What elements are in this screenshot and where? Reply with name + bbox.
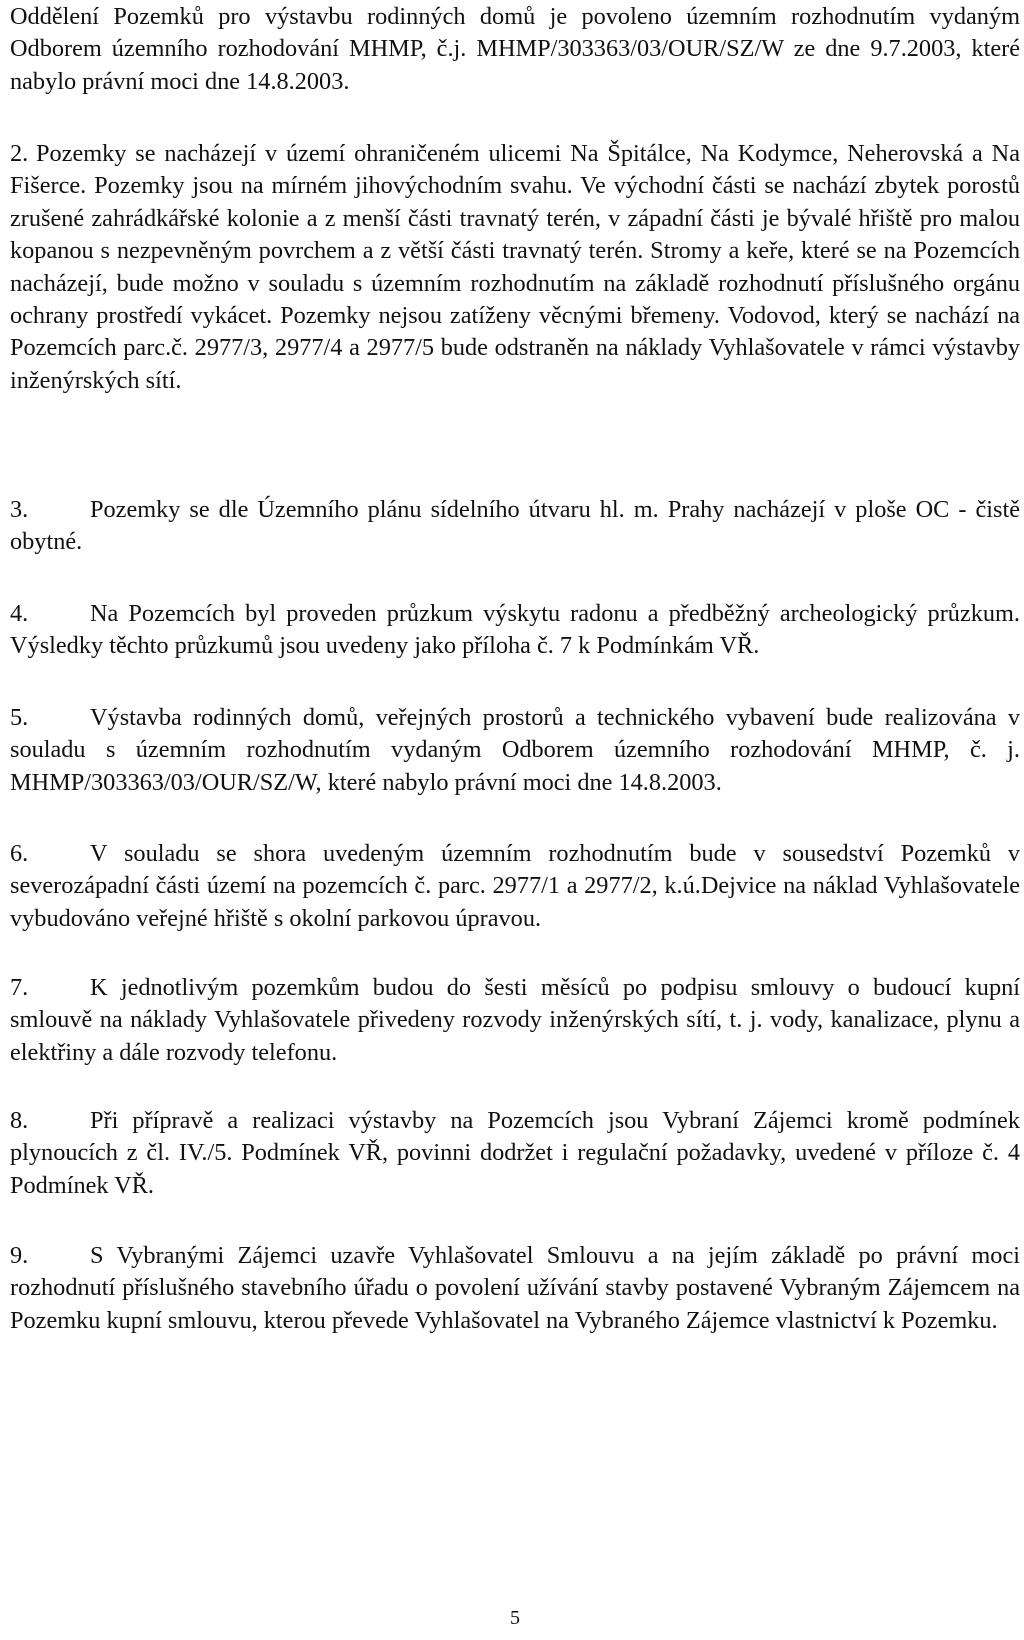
paragraph-number: 5. <box>10 704 29 731</box>
paragraph-text: Výstavba rodinných domů, veřejných prostorů a technického vybavení bude realizována v souladu s územním rozhodnutím vydaným Odborem územního rozhodování MHMP, č. j. MHMP/303363/03/OUR/SZ/W, které nabylo právní moci dne 14.8.2003. <box>10 704 1020 796</box>
paragraph-9 <box>10 1240 1020 1337</box>
paragraph-text: K jednotlivým pozemkům budou do šesti měsíců po podpisu smlouvy o budoucí kupní smlouvě na náklady Vyhlašovatele přivedeny rozvody inženýrských sítí, t. j. vody, kanalizace, plynu a elektřiny a dále rozvody telefonu. <box>10 974 1020 1066</box>
paragraph-3 <box>10 494 1020 559</box>
paragraph-number: 4. <box>10 600 29 627</box>
intro-text: Oddělení Pozemků pro výstavbu rodinných domů je povoleno územním rozhodnutím vydaným Odborem územního rozhodování MHMP, č.j. MHMP/303363/03/OUR/SZ/W ze dne 9.7.2003, které nabylo právní moci dne 14.8.2003. <box>10 3 1020 95</box>
paragraph-number: 7. <box>10 974 29 1001</box>
document-page <box>10 0 1020 1640</box>
page-number: 5 <box>510 1607 520 1629</box>
paragraph-text: V souladu se shora uvedeným územním rozhodnutím bude v sousedství Pozemků v severozápadní části území na pozemcích č. parc. 2977/1 a 2977/2, k.ú.Dejvice na náklad Vyhlašovatele vybudováno veřejné hřiště s okolní parkovou úpravou. <box>10 840 1020 932</box>
paragraph-number: 3. <box>10 496 29 523</box>
paragraph-text: Při přípravě a realizaci výstavby na Pozemcích jsou Vybraní Zájemci kromě podmínek plynoucích z čl. IV./5. Podmínek VŘ, povinni dodržet i regulační požadavky, uvedené v příloze č. 4 Podmínek VŘ. <box>10 1107 1020 1199</box>
paragraph-7 <box>10 972 1020 1069</box>
paragraph-6 <box>10 838 1020 935</box>
paragraph-8 <box>10 1105 1020 1202</box>
paragraph-text: Pozemky se dle Územního plánu sídelního útvaru hl. m. Prahy nacházejí v ploše OC - čistě obytné. <box>10 496 1020 556</box>
paragraph-5 <box>10 702 1020 799</box>
paragraph-number: 6. <box>10 840 29 867</box>
paragraph-2 <box>10 138 1020 397</box>
intro-paragraph <box>10 1 1020 98</box>
paragraph-number: 8. <box>10 1107 29 1134</box>
paragraph-number: 9. <box>10 1242 29 1269</box>
paragraph-text: Pozemky se nacházejí v území ohraničeném ulicemi Na Špitálce, Na Kodymce, Neherovská a Na Fišerce. Pozemky jsou na mírném jihovýchodním svahu. Ve východní části se nachází zbytek porostů zrušené zahrádkářské kolonie a z menší části travnatý terén, v západní části je bývalé hřiště pro malou kopanou s nezpevněným povrchem a z větší části travnatý terén. Stromy a keře, které se na Pozemcích nacházejí, bude možno v souladu s územním rozhodnutím na základě rozhodnutí příslušného orgánu ochrany prostředí vykácet. Pozemky nejsou zatíženy věcnými břemeny. Vodovod, který se nachází na Pozemcích parc.č. 2977/3, 2977/4 a 2977/5 bude odstraněn na náklady Vyhlašovatele v rámci výstavby inženýrských sítí. <box>10 140 1020 394</box>
paragraph-text: S Vybranými Zájemci uzavře Vyhlašovatel Smlouvu a na jejím základě po právní moci rozhodnutí příslušného stavebního úřadu o povolení užívání stavby postavené Vybraným Zájemcem na Pozemku kupní smlouvu, kterou převede Vyhlašovatel na Vybraného Zájemce vlastnictví k Pozemku. <box>10 1242 1020 1334</box>
paragraph-number: 2. <box>10 140 29 167</box>
paragraph-text: Na Pozemcích byl proveden průzkum výskytu radonu a předběžný archeologický průzkum. Výsledky těchto průzkumů jsou uvedeny jako příloha č. 7 k Podmínkám VŘ. <box>10 600 1020 660</box>
paragraph-4 <box>10 598 1020 663</box>
